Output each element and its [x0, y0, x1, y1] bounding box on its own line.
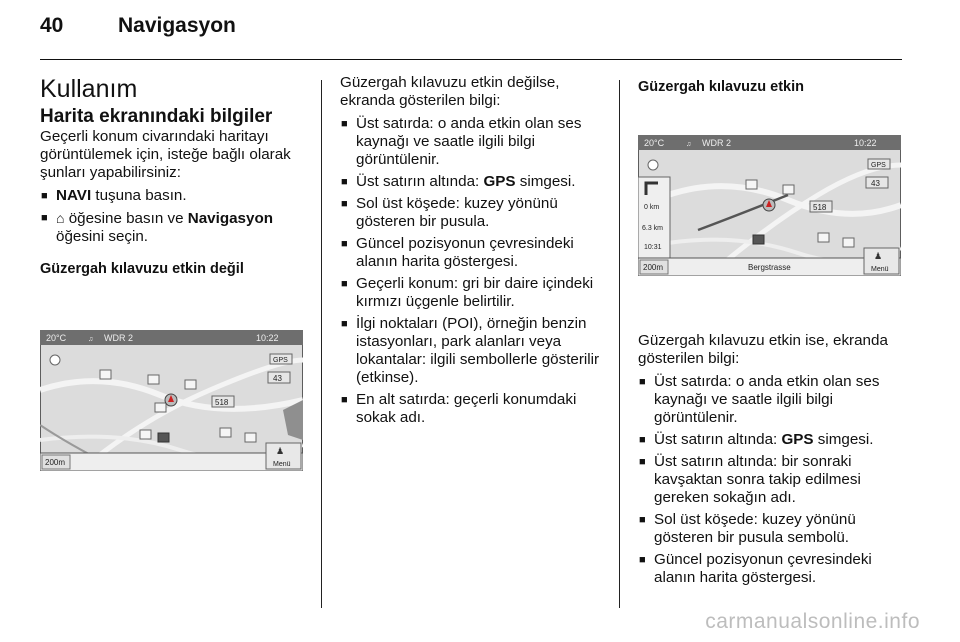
- poi-icon: [155, 403, 166, 412]
- column-divider-1: [321, 80, 322, 608]
- poi-icon: [746, 180, 757, 189]
- map-dist1: 0 km: [644, 204, 660, 211]
- list-item: ■ Güncel pozisyonun çevresindeki alanın harita göstergesi.: [340, 235, 610, 271]
- watermark: carmanualsonline.info: [705, 610, 920, 633]
- map-gps: GPS: [871, 162, 886, 169]
- person-icon: ♟: [276, 446, 285, 456]
- map-menu-label: Menü: [273, 461, 291, 468]
- map-dist2: 6.3 km: [642, 225, 664, 232]
- compass-icon: [648, 160, 658, 170]
- poi-icon: [185, 380, 196, 389]
- map-temp: 20°C: [644, 138, 665, 148]
- map-time: 10:22: [854, 138, 877, 148]
- header-rule: [40, 59, 902, 60]
- radio-icon: ♫: [686, 141, 692, 148]
- poi-icon: [148, 375, 159, 384]
- compass-icon: [50, 355, 60, 365]
- list-item: ■ Üst satırın altında: GPS simgesi.: [340, 173, 610, 191]
- map-time: 10:22: [256, 333, 279, 343]
- list-item: ■ Üst satırda: o anda etkin olan ses kaynağı ve saatle ilgili bilgi görüntülenir.: [638, 373, 903, 427]
- map-gps: GPS: [273, 357, 288, 364]
- map-screenshot-inactive: [40, 330, 303, 471]
- list-item: ■ Üst satırda: o anda etkin olan ses kaynağı ve saatle ilgili bilgi görüntülenir.: [340, 115, 610, 169]
- navigasyon-key: Navigasyon: [187, 210, 274, 227]
- poi-icon: [843, 238, 854, 247]
- list-item: ■ Üst satırın altında: bir sonraki kavşaktan sonra takip edilmesi gereken sokağın adı.: [638, 453, 903, 507]
- info-list: [340, 115, 610, 427]
- person-icon: ♟: [874, 251, 883, 261]
- page-number: 40: [40, 14, 64, 37]
- column-1: [40, 74, 308, 278]
- list-item: ■ Sol üst köşede: kuzey yönünü gösteren bir pusula sembolü.: [638, 511, 903, 547]
- column-divider-2: [619, 80, 620, 608]
- map-temp: 20°C: [46, 333, 67, 343]
- poi-icon: [140, 430, 151, 439]
- map-scale: 200m: [643, 263, 664, 272]
- column-3-text: [638, 332, 903, 591]
- section-inactive-title: Güzergah kılavuzu etkin değil: [40, 261, 244, 277]
- section-title: Navigasyon: [118, 14, 236, 37]
- map-street: Bergstrasse: [748, 263, 791, 272]
- navi-key: NAVI: [56, 187, 92, 204]
- list-item: ■ Güncel pozisyonun çevresindeki alanın harita göstergesi.: [638, 551, 903, 587]
- poi-icon: [753, 235, 764, 244]
- intro-text: Geçerli konum civarındaki haritayı görüntülemek için, isteğe bağlı olarak şunları yapabilirsiniz:: [40, 128, 291, 181]
- poi-icon: [245, 433, 256, 442]
- list-item: ■ İlgi noktaları (POI), örneğin benzin istasyonları, park alanları veya lokantalar: ilgili sembollerle gösterilir (etkinse).: [340, 315, 610, 387]
- radio-icon: ♫: [88, 336, 94, 343]
- column-3: [638, 74, 903, 96]
- map-station: WDR 2: [702, 138, 731, 148]
- map-scale: 200m: [45, 458, 66, 467]
- map-eta: 10:31: [644, 244, 662, 251]
- map-route-518: 518: [813, 203, 827, 212]
- poi-icon: [818, 233, 829, 242]
- info-list: [638, 373, 903, 587]
- steps-list: [40, 187, 308, 246]
- list-item: ■ En alt satırda: geçerli konumdaki sokak adı.: [340, 391, 610, 427]
- poi-icon: [158, 433, 169, 442]
- subheading: Harita ekranındaki bilgiler: [40, 106, 273, 127]
- intro-text: Güzergah kılavuzu etkin değilse, ekranda gösterilen bilgi:: [340, 74, 560, 109]
- list-item: ■ Sol üst köşede: kuzey yönünü gösteren bir pusula.: [340, 195, 610, 231]
- poi-icon: [783, 185, 794, 194]
- map-route-43: 43: [871, 179, 880, 188]
- map-menu-label: Menü: [871, 266, 889, 273]
- map-screenshot-active: [638, 135, 901, 276]
- column-2: [340, 74, 610, 431]
- map-route-43: 43: [273, 374, 282, 383]
- home-icon: ⌂: [56, 210, 65, 226]
- heading-kullanim: Kullanım: [40, 75, 138, 103]
- map-station: WDR 2: [104, 333, 133, 343]
- list-item: ■ Üst satırın altında: GPS simgesi.: [638, 431, 903, 449]
- list-item: ■ Geçerli konum: gri bir daire içindeki kırmızı üçgenle belirtilir.: [340, 275, 610, 311]
- step-item: ■ NAVI tuşuna basın.: [40, 187, 308, 205]
- poi-icon: [100, 370, 111, 379]
- section-active-title: Güzergah kılavuzu etkin: [638, 79, 804, 95]
- poi-icon: [220, 428, 231, 437]
- map-route-518: 518: [215, 398, 229, 407]
- intro-text: Güzergah kılavuzu etkin ise, ekranda gösterilen bilgi:: [638, 332, 888, 367]
- step-item: ■ ⌂ öğesine basın ve Navigasyon öğesini seçin.: [40, 209, 308, 246]
